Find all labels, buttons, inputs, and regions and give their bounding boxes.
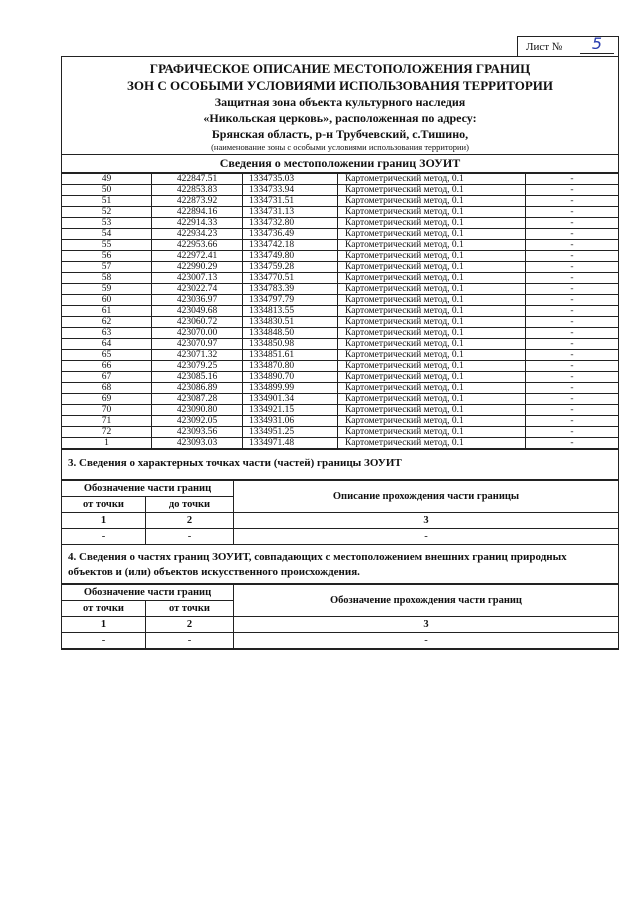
sheet-label: Лист № (526, 41, 563, 53)
point-number-cell: 63 (62, 328, 152, 339)
description-cell: - (526, 174, 619, 185)
method-cell: Картометрический метод, 0.1 (338, 185, 526, 196)
y-coordinate-cell: 1334901.34 (243, 394, 338, 405)
method-cell: Картометрический метод, 0.1 (338, 218, 526, 229)
table-row (62, 438, 618, 449)
point-number-cell: 59 (62, 284, 152, 295)
description-cell: - (526, 361, 619, 372)
method-cell: Картометрический метод, 0.1 (338, 262, 526, 273)
description-cell: - (526, 394, 619, 405)
y-coordinate-cell: 1334749.80 (243, 251, 338, 262)
y-coordinate-cell: 1334731.13 (243, 207, 338, 218)
description-cell: - (526, 328, 619, 339)
s3-num-3: 3 (234, 513, 619, 529)
y-coordinate-cell: 1334971.48 (243, 438, 338, 449)
s4-num-1: 1 (62, 617, 146, 633)
point-number-cell: 50 (62, 185, 152, 196)
x-coordinate-cell: 423085.16 (152, 372, 243, 383)
s4-cell: - (234, 633, 619, 649)
table-row (62, 394, 618, 405)
y-coordinate-cell: 1334851.61 (243, 350, 338, 361)
x-coordinate-cell: 423022.74 (152, 284, 243, 295)
section-4-table (62, 584, 618, 649)
table-row (62, 218, 618, 229)
point-number-cell: 62 (62, 317, 152, 328)
method-cell: Картометрический метод, 0.1 (338, 251, 526, 262)
description-cell: - (526, 240, 619, 251)
point-number-cell: 61 (62, 306, 152, 317)
description-cell: - (526, 339, 619, 350)
table-row (62, 372, 618, 383)
point-number-cell: 66 (62, 361, 152, 372)
s4-col-group: Обозначение части границ (62, 585, 234, 601)
description-cell: - (526, 218, 619, 229)
s4-cell: - (146, 633, 234, 649)
point-number-cell: 57 (62, 262, 152, 273)
s3-col-from: от точки (62, 497, 146, 513)
point-number-cell: 56 (62, 251, 152, 262)
method-cell: Картометрический метод, 0.1 (338, 306, 526, 317)
header-line-4: «Никольская церковь», расположенная по адресу: (203, 111, 477, 125)
description-cell: - (526, 383, 619, 394)
description-cell: - (526, 372, 619, 383)
s4-col-to: от точки (146, 601, 234, 617)
table-row (62, 328, 618, 339)
method-cell: Картометрический метод, 0.1 (338, 317, 526, 328)
point-number-cell: 54 (62, 229, 152, 240)
x-coordinate-cell: 422914.33 (152, 218, 243, 229)
x-coordinate-cell: 422853.83 (152, 185, 243, 196)
y-coordinate-cell: 1334951.25 (243, 427, 338, 438)
point-number-cell: 64 (62, 339, 152, 350)
method-cell: Картометрический метод, 0.1 (338, 339, 526, 350)
table-row (62, 262, 618, 273)
method-cell: Картометрический метод, 0.1 (338, 295, 526, 306)
method-cell: Картометрический метод, 0.1 (338, 284, 526, 295)
table-row (62, 240, 618, 251)
x-coordinate-cell: 423007.13 (152, 273, 243, 284)
x-coordinate-cell: 423049.68 (152, 306, 243, 317)
point-number-cell: 65 (62, 350, 152, 361)
header-line-5: Брянская область, р-н Трубчевский, с.Тишино, (211, 127, 469, 141)
point-number-cell: 72 (62, 427, 152, 438)
sheet-number: 5 (580, 35, 614, 54)
section-3-table (62, 480, 618, 545)
x-coordinate-cell: 423093.56 (152, 427, 243, 438)
s4-cell: - (62, 633, 146, 649)
y-coordinate-cell: 1334921.15 (243, 405, 338, 416)
x-coordinate-cell: 422972.41 (152, 251, 243, 262)
y-coordinate-cell: 1334770.51 (243, 273, 338, 284)
method-cell: Картометрический метод, 0.1 (338, 240, 526, 251)
x-coordinate-cell: 423070.00 (152, 328, 243, 339)
description-cell: - (526, 405, 619, 416)
table-row (62, 317, 618, 328)
table-row (62, 416, 618, 427)
s3-cell: - (62, 529, 146, 545)
method-cell: Картометрический метод, 0.1 (338, 372, 526, 383)
description-cell: - (526, 295, 619, 306)
method-cell: Картометрический метод, 0.1 (338, 350, 526, 361)
y-coordinate-cell: 1334783.39 (243, 284, 338, 295)
table-row (62, 284, 618, 295)
header-line-2: ЗОН С ОСОБЫМИ УСЛОВИЯМИ ИСПОЛЬЗОВАНИЯ ТЕРРИТОРИИ (127, 78, 553, 93)
x-coordinate-cell: 423092.05 (152, 416, 243, 427)
table-row (62, 405, 618, 416)
s4-num-2: 2 (146, 617, 234, 633)
description-cell: - (526, 427, 619, 438)
x-coordinate-cell: 422894.16 (152, 207, 243, 218)
header-caption: (наименование зоны с особыми условиями использования территории) (211, 142, 469, 152)
method-cell: Картометрический метод, 0.1 (338, 328, 526, 339)
point-number-cell: 58 (62, 273, 152, 284)
document-frame (61, 56, 619, 650)
s3-col-to: до точки (146, 497, 234, 513)
s3-col-group: Обозначение части границ (62, 481, 234, 497)
description-cell: - (526, 350, 619, 361)
table-row (62, 185, 618, 196)
y-coordinate-cell: 1334850.98 (243, 339, 338, 350)
y-coordinate-cell: 1334732.80 (243, 218, 338, 229)
description-cell: - (526, 229, 619, 240)
y-coordinate-cell: 1334736.49 (243, 229, 338, 240)
description-cell: - (526, 251, 619, 262)
x-coordinate-cell: 422873.92 (152, 196, 243, 207)
y-coordinate-cell: 1334731.51 (243, 196, 338, 207)
y-coordinate-cell: 1334759.28 (243, 262, 338, 273)
point-number-cell: 68 (62, 383, 152, 394)
s3-num-2: 2 (146, 513, 234, 529)
s3-cell: - (146, 529, 234, 545)
method-cell: Картометрический метод, 0.1 (338, 207, 526, 218)
header-line-1: ГРАФИЧЕСКОЕ ОПИСАНИЕ МЕСТОПОЛОЖЕНИЯ ГРАНИЦ (149, 61, 531, 76)
table-row (62, 295, 618, 306)
y-coordinate-cell: 1334797.79 (243, 295, 338, 306)
sheet-number-box (517, 36, 619, 57)
table-row (62, 339, 618, 350)
method-cell: Картометрический метод, 0.1 (338, 174, 526, 185)
description-cell: - (526, 317, 619, 328)
method-cell: Картометрический метод, 0.1 (338, 394, 526, 405)
description-cell: - (526, 262, 619, 273)
description-cell: - (526, 416, 619, 427)
point-number-cell: 60 (62, 295, 152, 306)
y-coordinate-cell: 1334931.06 (243, 416, 338, 427)
x-coordinate-cell: 422990.29 (152, 262, 243, 273)
y-coordinate-cell: 1334830.51 (243, 317, 338, 328)
x-coordinate-cell: 423070.97 (152, 339, 243, 350)
method-cell: Картометрический метод, 0.1 (338, 427, 526, 438)
s3-num-1: 1 (62, 513, 146, 529)
x-coordinate-cell: 422953.66 (152, 240, 243, 251)
description-cell: - (526, 306, 619, 317)
coordinates-table (62, 173, 618, 449)
method-cell: Картометрический метод, 0.1 (338, 438, 526, 449)
header-line-3: Защитная зона объекта культурного наследия (214, 95, 466, 109)
x-coordinate-cell: 423093.03 (152, 438, 243, 449)
section-3-title: 3. Сведения о характерных точках части (частей) границы ЗОУИТ (62, 449, 618, 480)
description-cell: - (526, 284, 619, 295)
method-cell: Картометрический метод, 0.1 (338, 383, 526, 394)
method-cell: Картометрический метод, 0.1 (338, 405, 526, 416)
x-coordinate-cell: 423087.28 (152, 394, 243, 405)
table-row (62, 427, 618, 438)
s4-col-desc: Обозначение прохождения части границ (234, 585, 619, 617)
y-coordinate-cell: 1334733.94 (243, 185, 338, 196)
y-coordinate-cell: 1334870.80 (243, 361, 338, 372)
y-coordinate-cell: 1334742.18 (243, 240, 338, 251)
x-coordinate-cell: 423060.72 (152, 317, 243, 328)
description-cell: - (526, 273, 619, 284)
description-cell: - (526, 185, 619, 196)
table-row (62, 383, 618, 394)
description-cell: - (526, 196, 619, 207)
s4-num-3: 3 (234, 617, 619, 633)
point-number-cell: 71 (62, 416, 152, 427)
point-number-cell: 51 (62, 196, 152, 207)
description-cell: - (526, 438, 619, 449)
x-coordinate-cell: 422847.51 (152, 174, 243, 185)
method-cell: Картометрический метод, 0.1 (338, 273, 526, 284)
table-row (62, 361, 618, 372)
x-coordinate-cell: 422934.23 (152, 229, 243, 240)
method-cell: Картометрический метод, 0.1 (338, 196, 526, 207)
method-cell: Картометрический метод, 0.1 (338, 229, 526, 240)
table-row (62, 207, 618, 218)
section-2-title: Сведения о местоположении границ ЗОУИТ (62, 155, 618, 173)
point-number-cell: 55 (62, 240, 152, 251)
table-row (62, 306, 618, 317)
y-coordinate-cell: 1334848.50 (243, 328, 338, 339)
y-coordinate-cell: 1334899.99 (243, 383, 338, 394)
table-row (62, 251, 618, 262)
table-row (62, 196, 618, 207)
document-header (62, 57, 618, 155)
x-coordinate-cell: 423090.80 (152, 405, 243, 416)
method-cell: Картометрический метод, 0.1 (338, 416, 526, 427)
table-row (62, 273, 618, 284)
s4-col-from: от точки (62, 601, 146, 617)
section-4-title: 4. Сведения о частях границ ЗОУИТ, совпадающих с местоположением внешних границ природных объектов и (или) объектов искусственного происхождения. (62, 545, 618, 584)
method-cell: Картометрический метод, 0.1 (338, 361, 526, 372)
point-number-cell: 53 (62, 218, 152, 229)
point-number-cell: 70 (62, 405, 152, 416)
point-number-cell: 1 (62, 438, 152, 449)
x-coordinate-cell: 423079.25 (152, 361, 243, 372)
y-coordinate-cell: 1334890.70 (243, 372, 338, 383)
table-row (62, 350, 618, 361)
point-number-cell: 52 (62, 207, 152, 218)
y-coordinate-cell: 1334813.55 (243, 306, 338, 317)
y-coordinate-cell: 1334735.03 (243, 174, 338, 185)
point-number-cell: 69 (62, 394, 152, 405)
s3-cell: - (234, 529, 619, 545)
x-coordinate-cell: 423086.89 (152, 383, 243, 394)
point-number-cell: 67 (62, 372, 152, 383)
description-cell: - (526, 207, 619, 218)
point-number-cell: 49 (62, 174, 152, 185)
x-coordinate-cell: 423036.97 (152, 295, 243, 306)
table-row (62, 229, 618, 240)
x-coordinate-cell: 423071.32 (152, 350, 243, 361)
table-row (62, 174, 618, 185)
s3-col-desc: Описание прохождения части границы (234, 481, 619, 513)
